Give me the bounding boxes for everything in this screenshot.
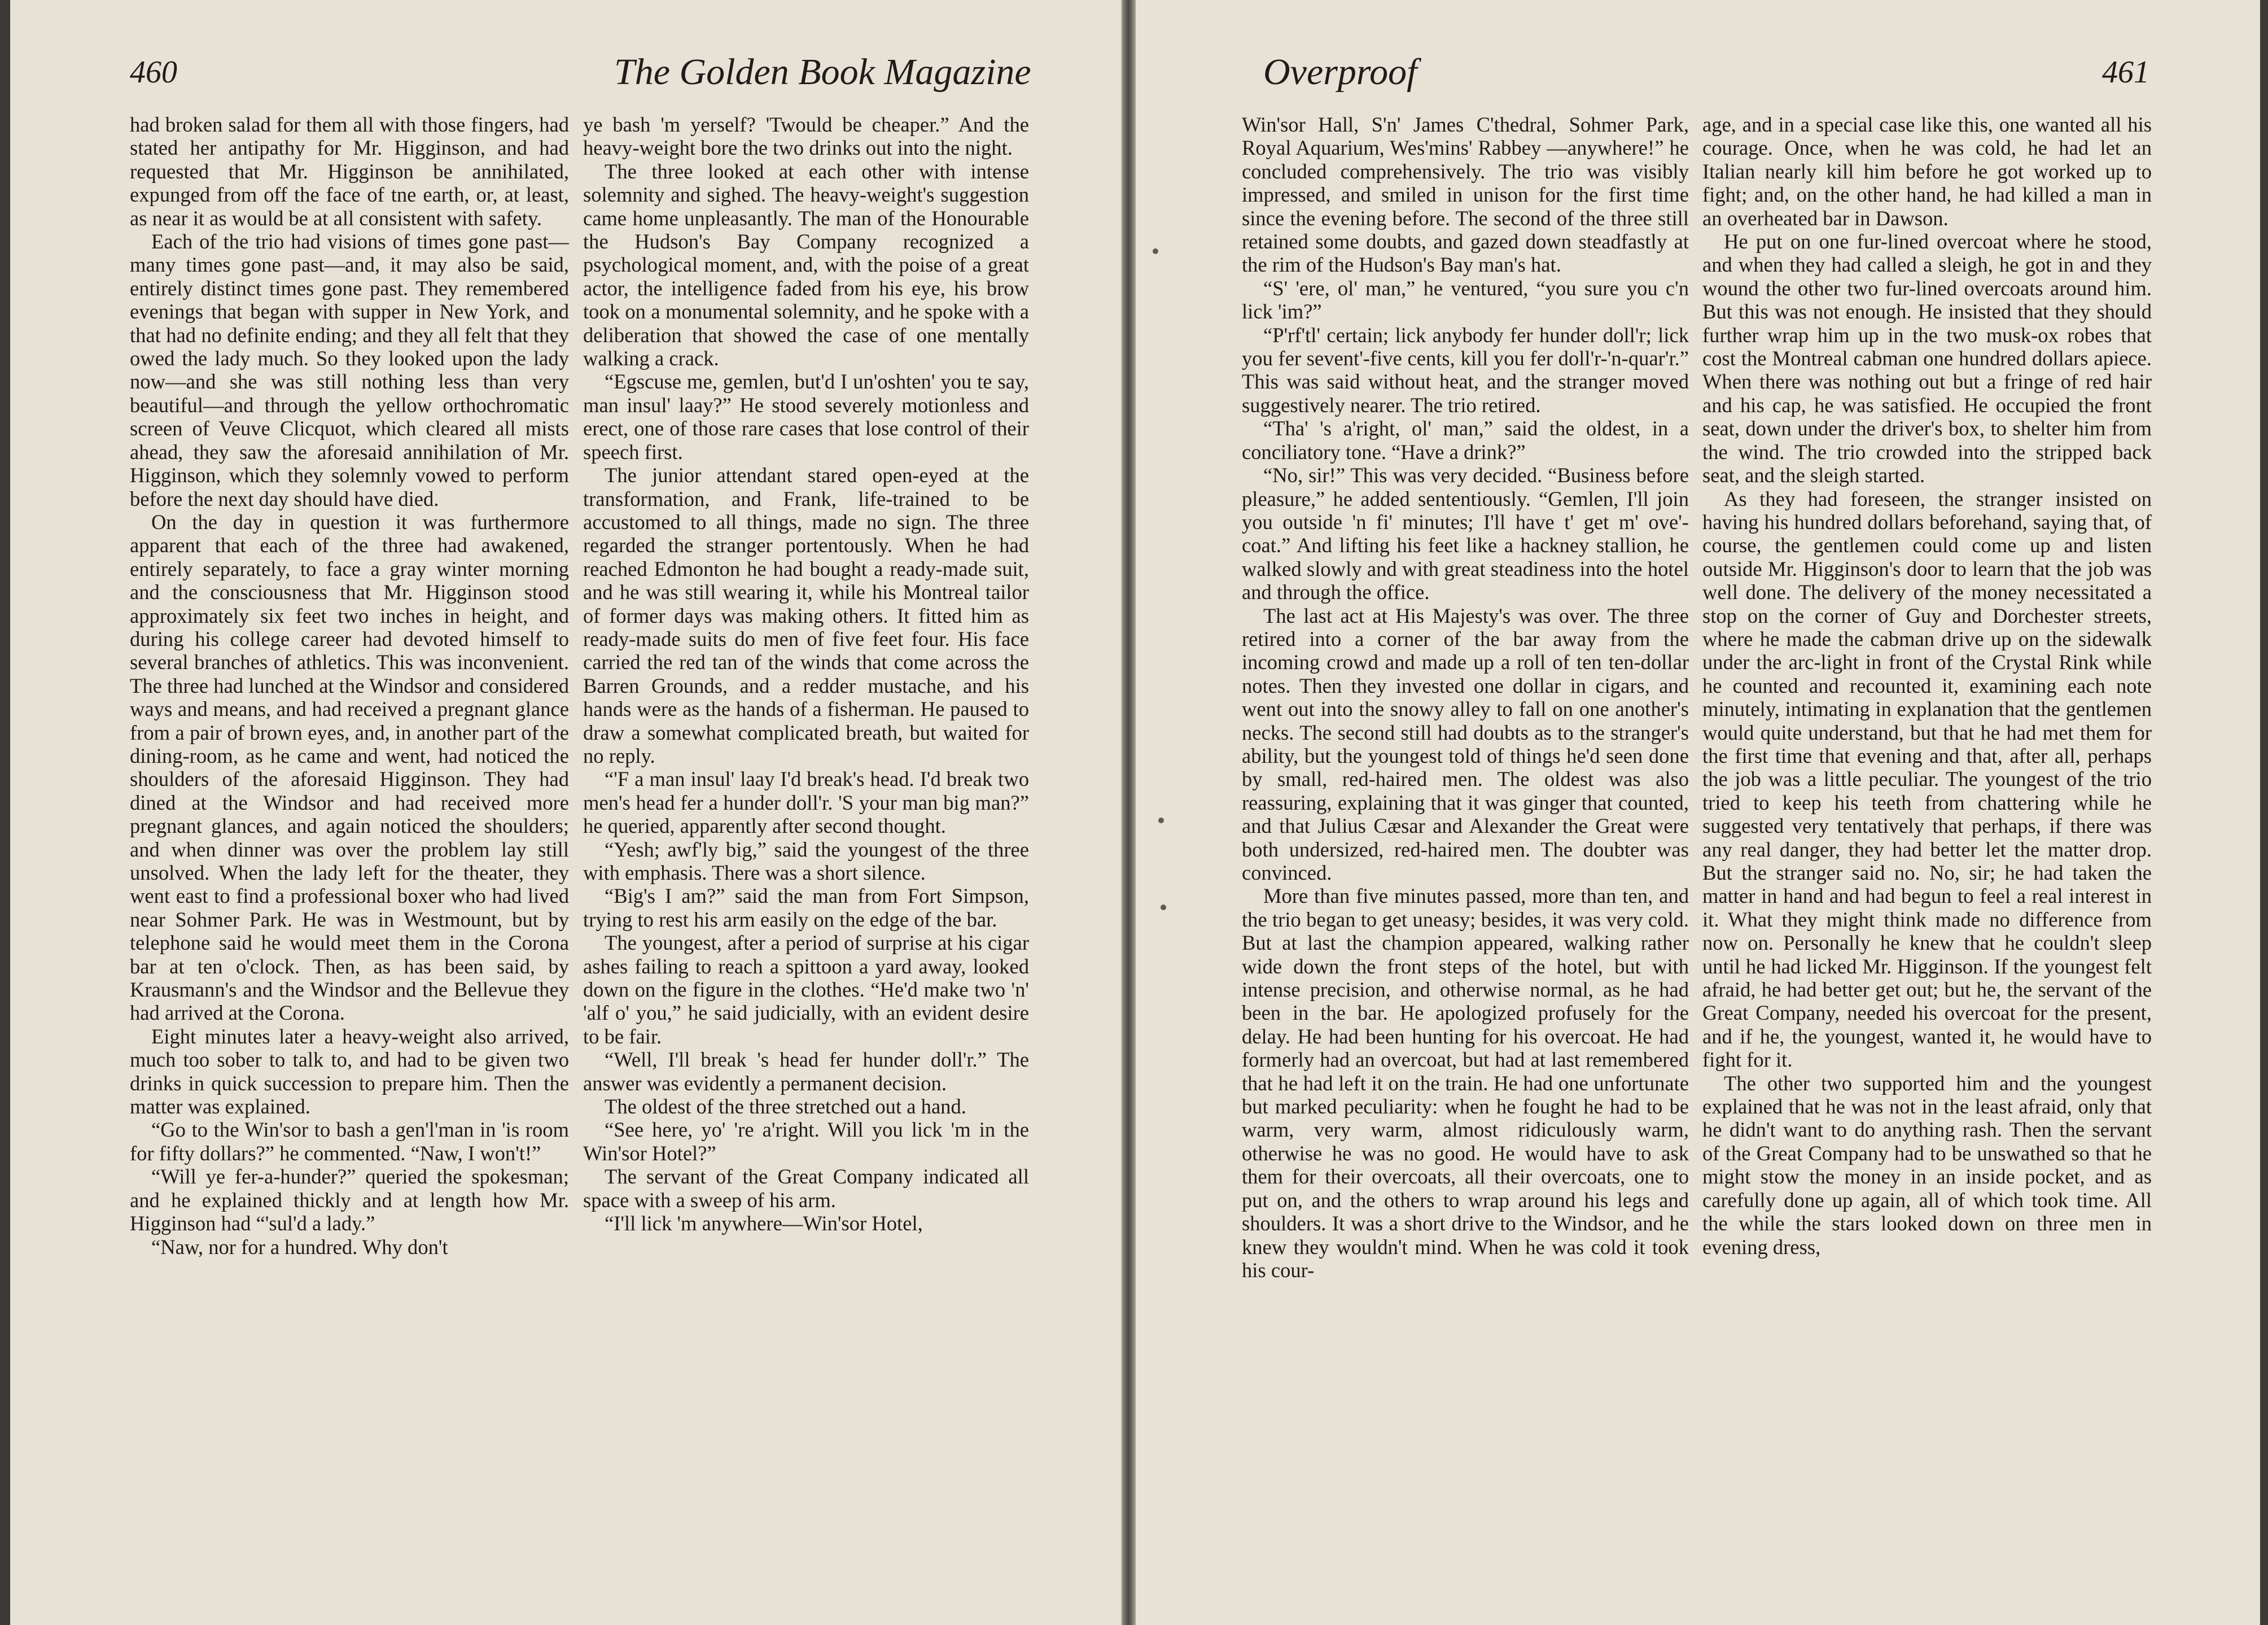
paragraph: More than five minutes passed, more than ten, and the trio began to get uneasy; besides, it was very cold. But at last the champion appeared, walking rather wide down the front steps of the hotel, but with intense precision, and otherwise normal, as he had been in the bar. He apologized profusely for the delay. He had been hunting for his overcoat. He had formerly had an overcoat, but had at last remembered that he had left it on the train. He had one unfortunate but marked peculiarity: when he fought he had to be warm, very warm, almost ridiculously warm, otherwise he was no good. He would have to ask them for their overcoats, all their overcoats, one to put on, and the others to wrap around his legs and shoulders. It was a short drive to the Windsor, and he knew they wouldn't mind. When he was cold it took his cour- [1242, 884, 1689, 1282]
paragraph: On the day in question it was furthermore apparent that each of the three had awakened, entirely separately, to face a gray winter morning and the consciousness that Mr. Higginson stood approximately six feet two inches in height, and during his college career had devoted himself to several branches of athletics. This was inconvenient. The three had lunched at the Windsor and considered ways and means, and had received a pregnant glance from a pair of brown eyes, and, in another part of the dining-room, as he came and went, had noticed the shoulders of the aforesaid Higginson. They had dined at the Windsor and had received more pregnant glances, and again noticed the shoulders; and when dinner was over the problem lay still unsolved. When the lady left for the theater, they went east to find a professional boxer who had lived near Sohmer Park. He was in Westmount, but by telephone said he would meet them in the Corona bar at ten o'clock. Then, as has been said, by Krausmann's and the Windsor and the Bellevue they had arrived at the Corona. [130, 510, 569, 1025]
paragraph: “I'll lick 'm anywhere—Win'sor Hotel, [605, 1212, 923, 1235]
text-column-1 [130, 113, 569, 1598]
paragraph: Win'sor Hall, S'n' James C'thedral, Sohmer Park, Royal Aquarium, Wes'mins' Rabbey —anywhere!” he concluded comprehensively. The trio was visibly impressed, and smiled in unison for the first time since the evening before. The second of the three still retained some doubts, and gazed down steadfastly at the rim of the Hudson's Bay man's hat. [1242, 113, 1689, 277]
paragraph: The oldest of the three stretched out a hand. [605, 1095, 966, 1119]
page-speck [1158, 818, 1164, 823]
paragraph: “S' 'ere, ol' man,” he ventured, “you sure you c'n lick 'im?” [1242, 276, 1689, 324]
right-page [1136, 0, 2260, 1625]
paragraph: “Tha' 's a'right, ol' man,” said the oldest, in a conciliatory tone. “Have a drink?” [1242, 417, 1689, 464]
paragraph: age, and in a special case like this, one wanted all his courage. Once, when he was cold, he had let an Italian nearly kill him before he got worked up to fight; and, on the other hand, he had killed a man in an overheated bar in Dawson. [1702, 113, 2152, 230]
paragraph: “Yesh; awf'ly big,” said the youngest of the three with emphasis. There was a short silence. [583, 837, 1029, 884]
page-speck [1161, 905, 1166, 910]
text-column-2 [1702, 113, 2152, 1598]
paragraph: The junior attendant stared open-eyed at the transformation, and Frank, life-trained to be accustomed to all things, made no sign. The three regarded the stranger portentously. When he had reached Edmonton he had bought a ready-made suit, and he was still wearing it, while his Montreal tailor of former days was making others. It fitted him as ready-made suits do men of five feet four. His face carried the red tan of the winds that come across the Barren Grounds, and a redder mustache, and his hands were as the hands of a fisherman. He paused to draw a somewhat complicated breath, but waited for no reply. [583, 464, 1029, 767]
paragraph: The servant of the Great Company indicated all space with a sweep of his arm. [583, 1165, 1029, 1212]
paragraph: “Go to the Win'sor to bash a gen'l'man in 'is room for fifty dollars?” he commented. “Naw, I won't!” [130, 1118, 569, 1165]
running-title: The Golden Book Magazine [614, 51, 1031, 93]
text-column-1 [1242, 113, 1689, 1598]
paragraph: “Will ye fer-a-hunder?” queried the spokesman; and he explained thickly and at length how Mr. Higginson had “'sul'd a lady.” [130, 1165, 569, 1235]
running-title: Overproof [1263, 51, 1417, 93]
paragraph: The last act at His Majesty's was over. The three retired into a corner of the bar away from the incoming crowd and made up a roll of ten ten-dollar notes. Then they invested one dollar in cigars, and went out into the snowy alley to fall on one another's necks. The second still had doubts as to the stranger's ability, but the youngest told of things he'd seen done by small, red-haired men. The oldest was also reassuring, explaining that it was ginger that counted, and that Julius Cæsar and Alexander the Great were both undersized, red-haired men. The doubter was convinced. [1242, 604, 1689, 884]
left-page [10, 0, 1122, 1625]
page-number: 460 [130, 55, 177, 90]
paragraph: Each of the trio had visions of times gone past—many times gone past—and, it may also be said, entirely distinct times gone past. They remembered evenings that began with supper in New York, and that had no definite ending; and they all felt that they owed the lady much. So they looked upon the lady now—and she was still nothing less than very beautiful—and through the yellow orthochromatic screen of Veuve Clicquot, which cleared all mists ahead, they saw the aforesaid annihilation of Mr. Higginson, which they solemnly vowed to perform before the next day should have died. [130, 230, 569, 510]
paragraph: Eight minutes later a heavy-weight also arrived, much too sober to talk to, and had to be given two drinks in quick succession to prepare him. Then the matter was explained. [130, 1024, 569, 1119]
paragraph: “P'rf'tl' certain; lick anybody fer hunder doll'r; lick you fer sevent'-five cents, kill you fer doll'r-'n-quar'r.” This was said without heat, and the stranger moved suggestively nearer. The trio retired. [1242, 323, 1689, 417]
page-speck [1153, 248, 1158, 254]
paragraph: He put on one fur-lined overcoat where he stood, and when they had called a sleigh, he got in and they wound the other two fur-lined overcoats around him. But this was not enough. He insisted that they should further wrap him up in the two musk-ox robes that cost the Montreal cabman one hundred dollars apiece. When there was nothing out but a fringe of red hair and his cap, he was satisfied. He occupied the front seat, down under the driver's box, to shelter him from the wind. The trio crowded into the stripped back seat, and the sleigh started. [1702, 230, 2152, 487]
paragraph: The other two supported him and the youngest explained that he was not in the least afraid, only that he didn't want to do anything rash. Then the servant of the Great Company had to be unswathed so that he might stow the money in an inside pocket, and as carefully done up again, all of which took time. All the while the stars looked down on three men in evening dress, [1702, 1071, 2152, 1259]
paragraph: “No, sir!” This was very decided. “Business before pleasure,” he added sententiously. “Gemlen, I'll join you outside 'n fi' minutes; I'll have t' get m' ove'-coat.” And lifting his feet like a hackney stallion, he walked slowly and with great steadiness into the hotel and through the office. [1242, 464, 1689, 604]
paragraph: “Well, I'll break 's head fer hunder doll'r.” The answer was evidently a permanent decision. [583, 1048, 1029, 1095]
paragraph: As they had foreseen, the stranger insisted on having his hundred dollars beforehand, saying that, of course, the gentlemen could come up and listen outside Mr. Higginson's door to learn that the job was well done. The delivery of the money necessitated a stop on the corner of Guy and Dorchester streets, where he made the cabman drive up on the sidewalk under the arc-light in front of the Crystal Rink while he counted and recounted it, examining each note minutely, intimating in explanation that the gentlemen would quite understand, but that he had met them for the first time that evening and that, after all, perhaps the job was a little peculiar. The youngest of the trio tried to keep his teeth from chattering while he suggested very tentatively that perhaps, if there was any real danger, they had better let the matter drop. But the stranger said no. No, sir; he had taken the matter in hand and had begun to feel a real interest in it. What they might think made no difference from now on. Personally he knew that he couldn't sleep until he had licked Mr. Higginson. If the youngest felt afraid, he had better get out; but he, the servant of the Great Company, needed his overcoat for the present, and if he, the youngest, wanted it, he would have to fight for it. [1702, 487, 2152, 1072]
paragraph: The youngest, after a period of surprise at his cigar ashes failing to reach a spittoon a yard away, looked down on the figure in the clothes. “He'd make two 'n' 'alf o' you,” he said judicially, with an evident desire to be fair. [583, 931, 1029, 1048]
paragraph: “Big's I am?” said the man from Fort Simpson, trying to rest his arm easily on the edge of the bar. [583, 884, 1029, 931]
paragraph: “Naw, nor for a hundred. Why don't [151, 1235, 448, 1259]
paragraph: ye bash 'm yerself? 'Twould be cheaper.” And the heavy-weight bore the two drinks out into the night. [583, 113, 1029, 160]
paragraph: “Egscuse me, gemlen, but'd I un'oshten' you te say, man insul' laay?” He stood severely motionless and erect, one of those rare cases that lose control of their speech first. [583, 370, 1029, 464]
paragraph: had broken salad for them all with those fingers, had stated her antipathy for Mr. Higginson, and had requested that Mr. Higginson be annihilated, expunged from off the face of tne earth, or, at least, as near it as would be at all consistent with safety. [130, 113, 569, 230]
text-column-2 [583, 113, 1029, 1598]
paragraph: The three looked at each other with intense solemnity and sighed. The heavy-weight's suggestion came home unpleasantly. The man of the Honourable the Hudson's Bay Company recognized a psychological moment, and, with the poise of a great actor, the intelligence faded from his eye, his brow took on a monumental solemnity, and he spoke with a deliberation that showed the case of one mentally walking a crack. [583, 159, 1029, 370]
book-gutter [1122, 0, 1136, 1625]
paragraph: “'F a man insul' laay I'd break's head. I'd break two men's head fer a hunder doll'r. 'S your man big man?” he queried, apparently after second thought. [583, 767, 1029, 838]
page-number: 461 [2102, 55, 2149, 90]
paragraph: “See here, yo' 're a'right. Will you lick 'm in the Win'sor Hotel?” [583, 1118, 1029, 1165]
